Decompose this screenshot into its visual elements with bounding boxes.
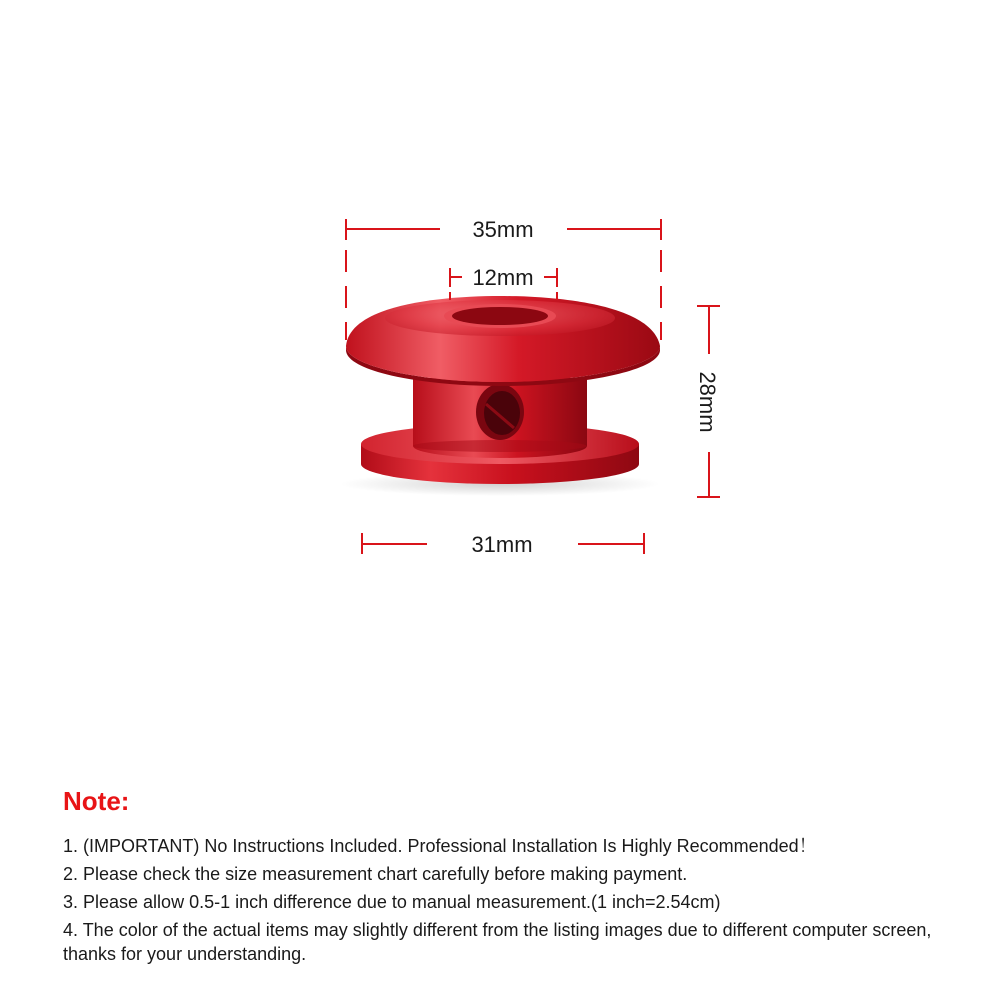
dimension-height-label: 28mm xyxy=(695,371,720,433)
dimension-hole-width-label: 12mm xyxy=(472,265,534,290)
note-item: 2. Please check the size measurement chart carefully before making payment. xyxy=(63,864,688,884)
dimension-base-width-label: 31mm xyxy=(471,532,533,557)
dimension-top-width-label: 35mm xyxy=(472,217,534,242)
note-title: Note: xyxy=(63,786,130,816)
note-list xyxy=(63,834,973,970)
note-item: 1. (IMPORTANT) No Instructions Included. Professional Installation Is Highly Recommended！ xyxy=(63,836,817,856)
note-item: 3. Please allow 0.5-1 inch difference due to manual measurement.(1 inch=2.54cm) xyxy=(63,892,721,912)
note-item: 4. The color of the actual items may slightly different from the listing images due to different computer screen, thanks for your understanding. xyxy=(63,920,932,964)
product-part xyxy=(340,296,660,496)
